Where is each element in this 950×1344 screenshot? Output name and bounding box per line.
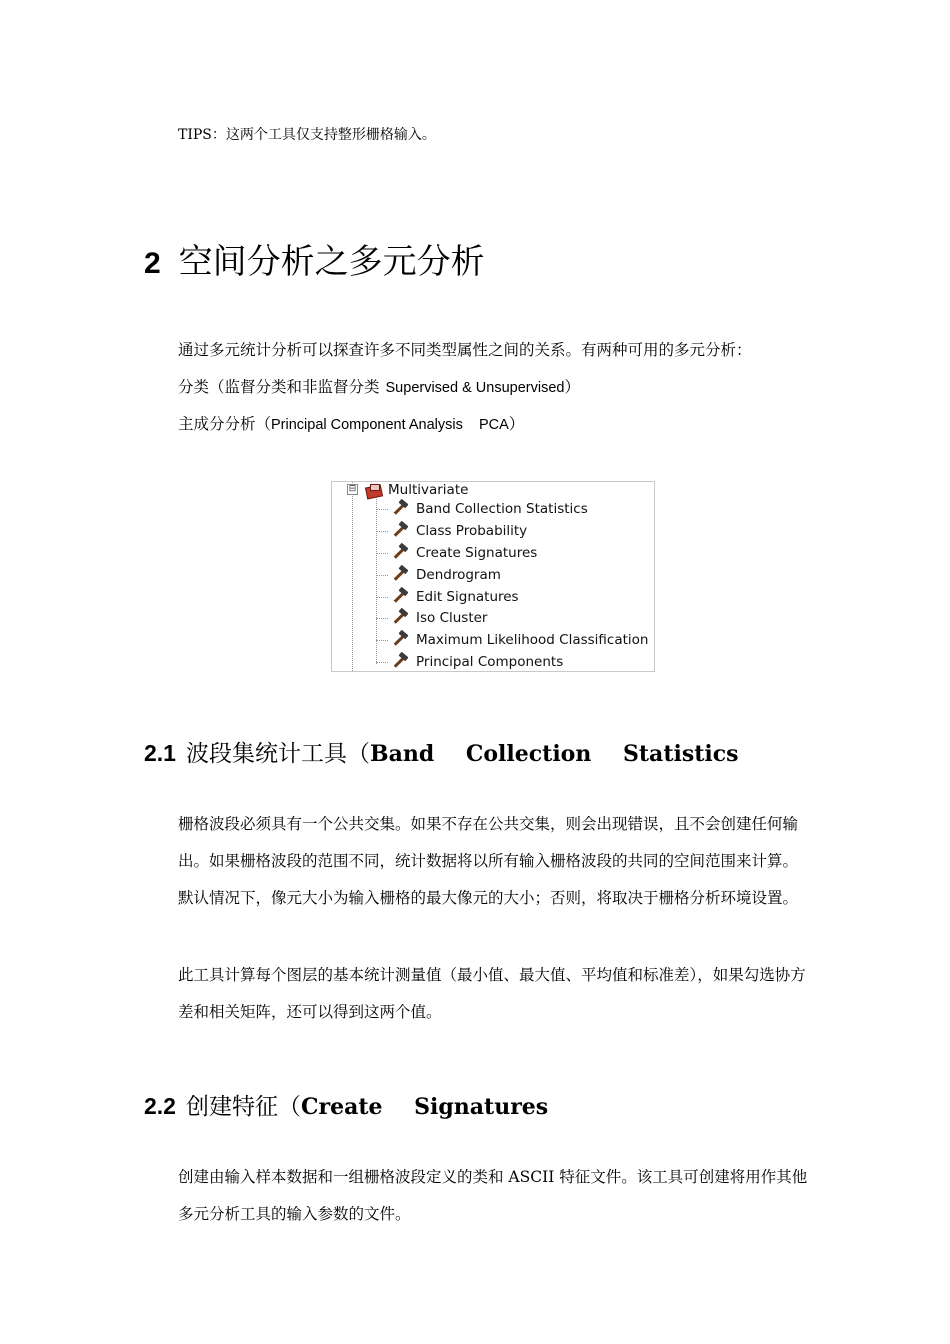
- section-title-cn: 波段集统计工具（: [185, 741, 370, 767]
- tool-label: Iso Cluster: [416, 610, 488, 626]
- hammer-icon: [390, 566, 410, 584]
- section-2-1-heading: [144, 735, 739, 768]
- hammer-icon: [390, 500, 410, 518]
- intro-line-2-end: ）: [564, 378, 580, 396]
- tool-label: Class Probability: [416, 523, 528, 539]
- paragraph: [144, 806, 809, 917]
- toolset-multivariate[interactable]: [364, 482, 468, 498]
- section-number: 2.1: [144, 740, 176, 766]
- intro-line-3-en: Principal Component Analysis PCA: [271, 417, 509, 433]
- paragraph: [144, 1159, 809, 1233]
- section-title-cn: 创建特征（: [185, 1094, 301, 1120]
- section-2-heading: [144, 234, 485, 283]
- intro-line-2: [178, 375, 580, 397]
- intro-line-1: 通过多元统计分析可以探查许多不同类型属性之间的关系。有两种可用的多元分析：: [178, 341, 752, 359]
- tool-item[interactable]: [376, 652, 563, 672]
- paragraph-text: 此工具计算每个图层的基本统计测量值（最小值、最大值、平均值和标准差），如果勾选协方差和相关矩阵，还可以得到这两个值。: [178, 966, 806, 1021]
- hammer-icon: [390, 631, 410, 649]
- hammer-icon: [390, 588, 410, 606]
- section-2-2-heading: [144, 1088, 548, 1121]
- toolbox-tree-screenshot: [331, 481, 655, 672]
- paragraph: [144, 957, 809, 1031]
- tool-label: Dendrogram: [416, 567, 501, 583]
- intro-line-2-cn: 分类（监督分类和非监督分类: [178, 378, 380, 396]
- tool-label: Create Signatures: [416, 545, 538, 561]
- tree-guide-line: [352, 482, 353, 671]
- tool-item[interactable]: [376, 543, 537, 563]
- hammer-icon: [390, 544, 410, 562]
- toolset-label: Multivariate: [388, 482, 469, 498]
- intro-line-2-en: Supervised & Unsupervised: [385, 380, 565, 396]
- tool-label: Principal Components: [416, 654, 564, 670]
- tool-item[interactable]: [376, 499, 588, 519]
- tool-item[interactable]: [376, 587, 519, 607]
- paragraph-text: 创建由输入样本数据和一组栅格波段定义的类和 ASCII 特征文件。该工具可创建将用作其他多元分析工具的输入参数的文件。: [178, 1168, 808, 1223]
- section-title: 空间分析之多元分析: [178, 242, 485, 282]
- paragraph-text: 栅格波段必须具有一个公共交集。如果不存在公共交集，则会出现错误，且不会创建任何输出。如果栅格波段的范围不同，统计数据将以所有输入栅格波段的共同的空间范围来计算。默认情况下，像元大小为输入栅格的最大像元的大小；否则，将取决于栅格分析环境设置。: [178, 815, 799, 907]
- hammer-icon: [390, 609, 410, 627]
- intro-line-3: [178, 412, 524, 434]
- intro-line-3-cn: 主成分分析（: [178, 415, 272, 433]
- toolset-icon: [364, 483, 384, 497]
- intro-line-3-end: ）: [508, 415, 525, 433]
- tool-item[interactable]: [376, 565, 501, 585]
- tool-label: Maximum Likelihood Classification: [416, 632, 649, 648]
- tool-label: Band Collection Statistics: [416, 501, 588, 517]
- collapse-toggle-icon[interactable]: ⊟: [348, 484, 357, 494]
- tool-item[interactable]: [376, 521, 527, 541]
- section-title-en: Create Signatures: [300, 1094, 549, 1120]
- section-title-en: Band Collection Statistics: [369, 741, 739, 767]
- tool-label: Edit Signatures: [416, 589, 519, 605]
- section-number: 2: [144, 247, 161, 280]
- tool-item[interactable]: [376, 630, 649, 650]
- tips-note: TIPS：这两个工具仅支持整形栅格输入。: [178, 127, 436, 143]
- tool-item[interactable]: [376, 608, 487, 628]
- section-number: 2.2: [144, 1093, 176, 1119]
- hammer-icon: [390, 522, 410, 540]
- hammer-icon: [390, 653, 410, 671]
